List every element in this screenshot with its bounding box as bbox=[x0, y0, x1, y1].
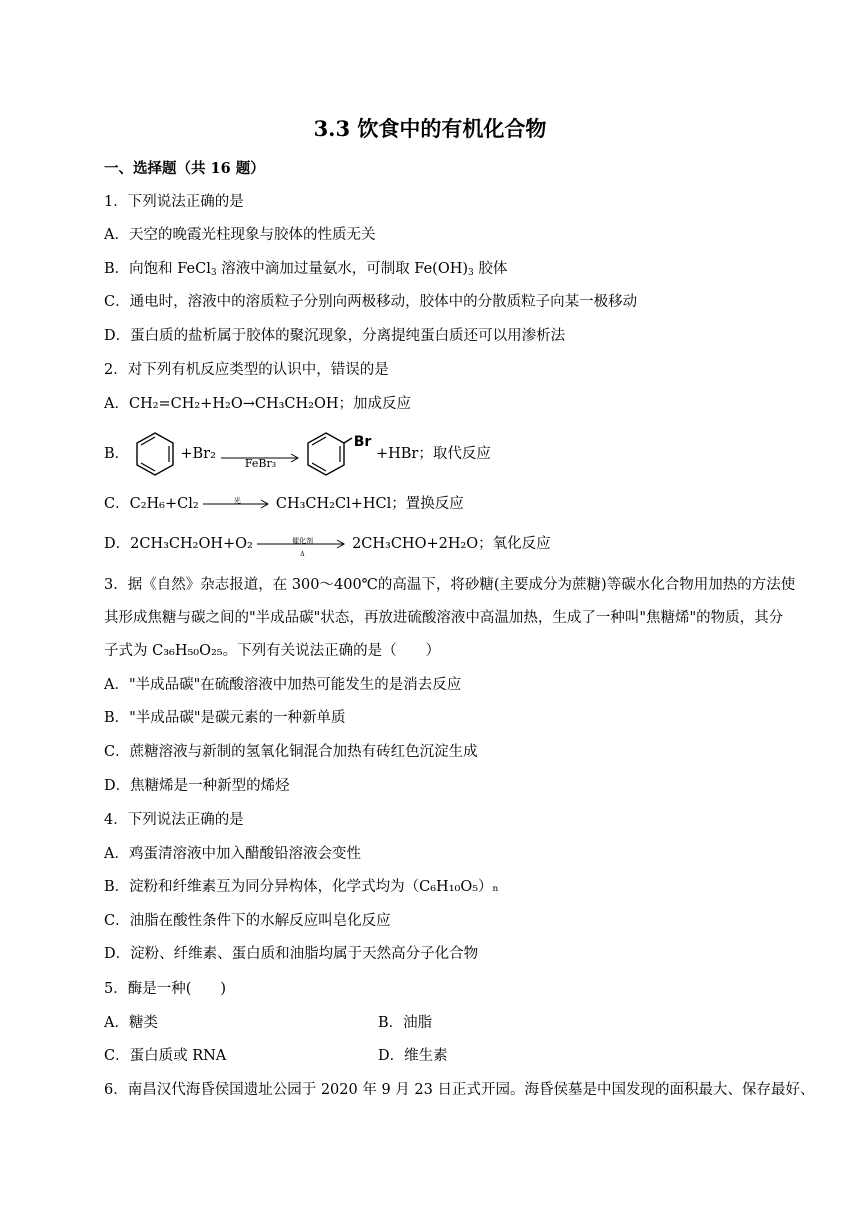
q2-d-products: 2CH₃CHO+2H₂O；氧化反应 bbox=[352, 536, 551, 552]
q2-b-catalyst: FeBr₃ bbox=[244, 457, 277, 470]
q4-stem: 4．下列说法正确的是 bbox=[104, 812, 244, 828]
q3-option-b: B．"半成品碳"是碳元素的一种新单质 bbox=[104, 710, 346, 726]
q3-stem-line2: 其形成焦糖与碳之间的"半成品碳"状态，再放进硫酸溶液中高温加热，生成了一种叫"焦糖烯"的物质，其分 bbox=[104, 610, 784, 626]
q2-d-condition-bottom: Δ bbox=[300, 551, 305, 558]
q4-option-d: D．淀粉、纤维素、蛋白质和油脂均属于天然高分子化合物 bbox=[104, 946, 479, 962]
q2-b-reagent: +Br₂ bbox=[180, 446, 216, 462]
q4-option-b: B．淀粉和纤维素互为同分异构体，化学式均为（C₆H₁₀O₅）ₙ bbox=[104, 879, 499, 895]
q2-option-d bbox=[104, 534, 551, 558]
q6-stem-line1: 6．南昌汉代海昏侯国遗址公园于 2020 年 9 月 23 日正式开园。海昏侯墓是中国发现的面积最大、保存最好、 bbox=[104, 1082, 815, 1098]
q5-option-b: B．油脂 bbox=[378, 1015, 433, 1031]
q2-option-a: A．CH₂=CH₂+H₂O→CH₃CH₂OH；加成反应 bbox=[104, 396, 412, 412]
section-heading: 一、选择题（共 16 题） bbox=[104, 160, 265, 177]
page-title: 3.3 饮食中的有机化合物 bbox=[313, 116, 547, 141]
q5-stem: 5．酶是一种( ) bbox=[104, 981, 227, 997]
q1-b-text-2: 溶液中滴加过量氨水，可制取 Fe(OH) bbox=[216, 261, 469, 277]
q1-option-b bbox=[104, 259, 507, 283]
q2-d-reactants: D．2CH₃CH₂OH+O₂ bbox=[104, 536, 253, 552]
q2-d-condition-top: 催化剂 bbox=[291, 537, 313, 545]
q2-option-b bbox=[104, 428, 491, 480]
q3-stem-line3: 子式为 C₃₆H₅₀O₂₅。下列有关说法正确的是（ ） bbox=[104, 643, 441, 659]
arrow-right-icon bbox=[221, 446, 301, 466]
q2-c-reaction-arrow bbox=[203, 496, 271, 512]
bromine-label: Br bbox=[353, 434, 372, 450]
q1-option-c: C．通电时，溶液中的溶质粒子分别向两极移动，胶体中的分散质粒子向某一极移动 bbox=[104, 294, 638, 310]
q2-d-reaction-arrow bbox=[257, 536, 347, 558]
q1-option-d: D．蛋白质的盐析属于胶体的聚沉现象，分离提纯蛋白质还可以用渗析法 bbox=[104, 328, 566, 344]
q5-option-a: A．糖类 bbox=[104, 1015, 158, 1031]
q4-option-a: A．鸡蛋清溶液中加入醋酸铅溶液会变性 bbox=[104, 846, 361, 862]
q2-b-tail: +HBr；取代反应 bbox=[375, 446, 491, 462]
q1-b-sub-2: 3 bbox=[468, 268, 474, 278]
q3-option-c: C．蔗糖溶液与新制的氢氧化铜混合加热有砖红色沉淀生成 bbox=[104, 744, 478, 760]
q2-stem: 2．对下列有机反应类型的认识中，错误的是 bbox=[104, 362, 389, 378]
q1-b-sub-1: 3 bbox=[210, 268, 217, 278]
q1-b-text-1: B．向饱和 FeCl bbox=[104, 261, 211, 277]
arrow-right-icon bbox=[203, 496, 271, 512]
benzene-ring-icon bbox=[134, 429, 176, 479]
q3-option-d: D．焦糖烯是一种新型的烯烃 bbox=[104, 778, 290, 794]
q1-option-a: A．天空的晚霞光柱现象与胶体的性质无关 bbox=[104, 227, 376, 243]
q3-stem-line1: 3．据《自然》杂志报道，在 300～400℃的高温下，将砂糖(主要成分为蔗糖)等碳水化合物用加热的方法使 bbox=[104, 577, 796, 593]
q2-b-reaction-arrow bbox=[221, 444, 301, 470]
q2-c-reactants: C．C₂H₆+Cl₂ bbox=[104, 496, 199, 512]
bromobenzene-icon bbox=[305, 429, 357, 479]
q1-stem: 1．下列说法正确的是 bbox=[104, 194, 244, 210]
q2-c-products: CH₃CH₂Cl+HCl；置换反应 bbox=[275, 496, 464, 512]
q1-b-text-3: 胶体 bbox=[473, 261, 508, 277]
q5-option-d: D．维生素 bbox=[378, 1048, 448, 1064]
q2-c-condition: 光 bbox=[233, 497, 241, 505]
q2-option-c bbox=[104, 494, 464, 514]
q3-option-a: A．"半成品碳"在硫酸溶液中加热可能发生的是消去反应 bbox=[104, 677, 462, 693]
q4-option-c: C．油脂在酸性条件下的水解反应叫皂化反应 bbox=[104, 913, 391, 929]
q2-b-label: B． bbox=[104, 446, 130, 462]
q5-option-c: C．蛋白质或 RNA bbox=[104, 1048, 227, 1064]
